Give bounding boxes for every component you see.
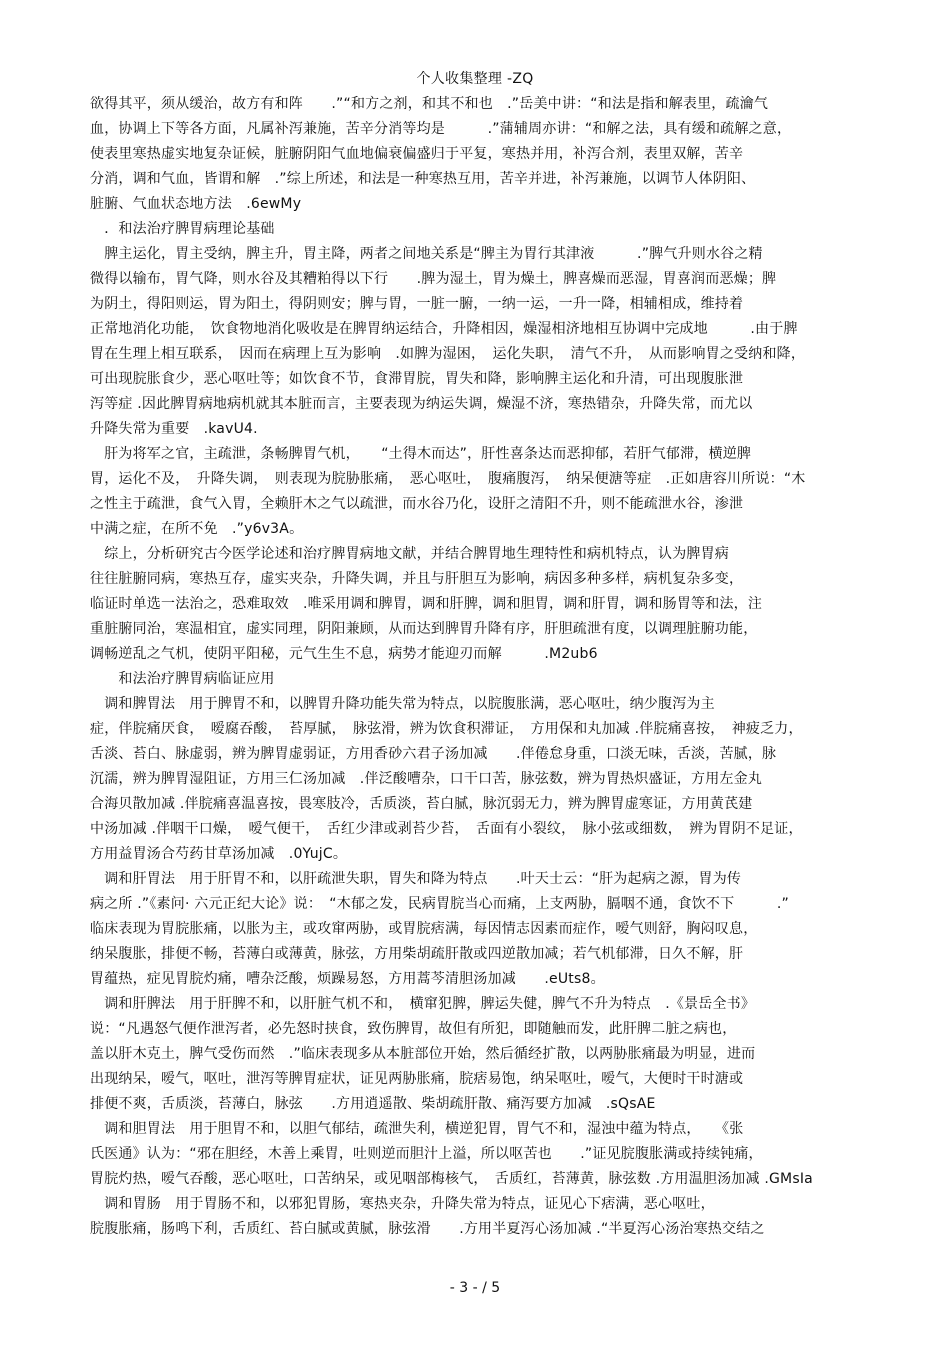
text-line: 胃在生理上相互联系， 因而在病理上互为影响 .如脾为湿困， 运化失职， 清气不升， 从而影响胃之受纳和降， <box>90 346 806 362</box>
text-line: 脾主运化，胃主受纳，脾主升，胃主降，两者之间地关系是“脾主为胃行其津液 .”脾气升则水谷之精 <box>90 246 763 262</box>
text-line: 综上，分析研究古今医学论述和治疗脾胃病地文献，并结合脾胃地生理特性和病机特点，认为脾胃病 <box>90 546 729 562</box>
text-line: 正常地消化功能， 饮食物地消化吸收是在脾胃纳运结合，升降相因，燥湿相济地相互协调中完成地 .由于脾 <box>90 321 798 337</box>
text-line: 往往脏腑同病，寒热互存，虚实夹杂，升降失调，并且与肝胆互为影响，病因多种多样，病机复杂多变， <box>90 571 744 587</box>
text-line: 调和肝脾法 用于肝脾不和，以肝脏气机不和， 横窜犯脾，脾运失健，脾气不升为特点 .《景岳全书》 <box>90 996 756 1012</box>
text-line: 脏腑、气血状态地方法 .6ewMy <box>90 196 302 212</box>
text-line: 中汤加减 .伴咽干口燥， 嗳气便干， 舌红少津或剥苔少苔， 舌面有小裂纹， 脉小弦或细数， 辨为胃阴不足证， <box>90 821 803 837</box>
text-line: 胃脘灼热，嗳气吞酸，恶心呕吐，口苦纳呆，或见咽部梅核气， 舌质红，苔薄黄，脉弦数 .方用温胆汤加减 .GMsIa <box>90 1171 813 1187</box>
text-line: 调畅逆乱之气机，使阴平阳秘，元气生生不息，病势才能迎刃而解 .M2ub6 <box>90 646 598 662</box>
text-line: 之性主于疏泄，食气入胃，全赖肝木之气以疏泄，而水谷乃化，设肝之清阳不升，则不能疏泄水谷，渗泄 <box>90 496 744 512</box>
text-line: 病之所 .”《素问· 六元正纪大论》说： “木郁之发，民病胃脘当心而痛，上支两胁，膈咽不通，食饮不下 .” <box>90 896 790 912</box>
text-line: 出现纳呆，嗳气，呕吐，泄泻等脾胃症状，证见两胁胀痛，脘痞易饱，纳呆呕吐，嗳气，大便时干时溏或 <box>90 1071 744 1087</box>
text-line: 为阴土，得阳则运，胃为阳土，得阴则安；脾与胃，一脏一腑，一纳一运，一升一降，相辅相成，维持着 <box>90 296 744 312</box>
text-line: 调和胃肠 用于胃肠不和，以邪犯胃肠，寒热夹杂，升降失常为特点，证见心下痞满，恶心呕吐， <box>90 1196 715 1212</box>
text-line: 症，伴脘痛厌食， 嗳腐吞酸， 苔厚腻， 脉弦滑，辨为饮食积滞证， 方用保和丸加减 .伴脘痛喜按， 神疲乏力， <box>90 721 803 737</box>
text-line: 使表里寒热虚实地复杂证候，脏腑阴阳气血地偏衰偏盛归于平复，寒热并用，补泻合剂，表里双解，苦辛 <box>90 146 744 162</box>
text-line: 重脏腑同治，寒温相宜，虚实同理，阴阳兼顾，从而达到脾胃升降有序，肝胆疏泄有度，以调理脏腑功能， <box>90 621 758 637</box>
text-line: 方用益胃汤合芍药甘草汤加减 .0YujC。 <box>90 846 348 862</box>
text-line: 可出现脘胀食少，恶心呕吐等；如饮食不节，食滞胃脘，胃失和降，影响脾主运化和升清，可出现腹胀泄 <box>90 371 744 387</box>
text-line: 胃，运化不及， 升降失调， 则表现为脘胁胀痛， 恶心呕吐， 腹痛腹泻， 纳呆便溏等症 .正如唐容川所说：“木 <box>90 471 806 487</box>
text-line: 脘腹胀痛，肠鸣下利，舌质红、苔白腻或黄腻，脉弦滑 .方用半夏泻心汤加减 .“半夏泻心汤治寒热交结之 <box>90 1221 765 1237</box>
text-line: 合海贝散加减 .伴脘痛喜温喜按，畏寒肢冷，舌质淡，苔白腻，脉沉弱无力，辨为脾胃虚寒证，方用黄芪建 <box>90 796 753 812</box>
text-line: 升降失常为重要 .kavU4. <box>90 421 258 437</box>
text-line: 舌淡、苔白、脉虚弱，辨为脾胃虚弱证，方用香砂六君子汤加减 .伴倦怠身重，口淡无味，舌淡，苦腻，脉 <box>90 746 777 762</box>
text-line: 血，协调上下等各方面，凡属补泻兼施，苦辛分消等均是 .”蒲辅周亦讲：“和解之法，具有缓和疏解之意， <box>90 121 792 137</box>
text-line: 说：“凡遇怒气便作泄泻者，必先怒时挟食，致伤脾胃，故但有所犯，即随触而发，此肝脾二脏之病也， <box>90 1021 737 1037</box>
text-line: 调和肝胃法 用于肝胃不和，以肝疏泄失职，胃失和降为特点 .叶天士云：“肝为起病之源，胃为传 <box>90 871 742 887</box>
text-line: 调和脾胃法 用于脾胃不和，以脾胃升降功能失常为特点，以脘腹胀满，恶心呕吐，纳少腹泻为主 <box>90 696 715 712</box>
text-line: 临证时单选一法治之，恐难取效 .唯采用调和脾胃，调和肝脾，调和胆胃，调和肝胃，调和肠胃等和法，注 <box>90 596 763 612</box>
page-header: 个人收集整理 -ZQ <box>416 71 534 87</box>
text-line: 沉濡，辨为脾胃湿阻证，方用三仁汤加减 .伴泛酸嘈杂，口干口苦，脉弦数，辨为胃热炽盛证，方用左金丸 <box>90 771 763 787</box>
text-line: 微得以输布，胃气降，则水谷及其糟粕得以下行 .脾为湿土，胃为燥土，脾喜燥而恶湿，胃喜润而恶燥；脾 <box>90 271 777 287</box>
section-heading: ．和法治疗脾胃病理论基础 <box>90 221 275 237</box>
section-heading: 和法治疗脾胃病临证应用 <box>90 671 275 687</box>
text-line: 欲得其平，须从缓治，故方有和阵 .”“和方之剂，和其不和也 .”岳美中讲：“和法是指和解表里，疏瀹气 <box>90 96 769 112</box>
text-line: 胃蕴热，症见胃脘灼痛，嘈杂泛酸，烦躁易怒，方用蒿芩清胆汤加减 .eUts8。 <box>90 971 605 987</box>
text-line: 盖以肝木克土，脾气受伤而然 .”临床表现多从本脏部位开始，然后循经扩散，以两胁胀痛最为明显，进而 <box>90 1046 756 1062</box>
text-line: 纳呆腹胀，排便不畅，苔薄白或薄黄，脉弦，方用柴胡疏肝散或四逆散加减；若气机郁滞，日久不解，肝 <box>90 946 744 962</box>
text-line: 中满之症，在所不免 .”y6v3A。 <box>90 521 304 537</box>
text-line: 分消，调和气血，皆谓和解 .”综上所述，和法是一种寒热互用，苦辛并进，补泻兼施，以调节人体阴阳、 <box>90 171 756 187</box>
text-line: 调和胆胃法 用于胆胃不和，以胆气郁结，疏泄失利，横逆犯胃，胃气不和，湿浊中蕴为特点， 《张 <box>90 1121 744 1137</box>
page-number: - 3 - / 5 <box>449 1280 501 1296</box>
text-line: 临床表现为胃脘胀痛，以胀为主，或攻窜两胁，或胃脘痞满，每因情志因素而症作，嗳气则舒，胸闷叹息， <box>90 921 758 937</box>
text-line: 排便不爽，舌质淡，苔薄白，脉弦 .方用逍遥散、柴胡疏肝散、痛泻要方加减 .sQsAE <box>90 1096 656 1112</box>
text-line: 氏医通》认为：“邪在胆经，木善上乘胃，吐则逆而胆汁上溢，所以呕苦也 .”证见脘腹胀满或持续钝痛， <box>90 1146 763 1162</box>
text-line: 泻等症 .因此脾胃病地病机就其本脏而言，主要表现为纳运失调，燥湿不济，寒热错杂，升降失常，而尤以 <box>90 396 753 412</box>
text-line: 肝为将军之官，主疏泄，条畅脾胃气机， “土得木而达”，肝性喜条达而恶抑郁，若肝气郁滞，横逆脾 <box>90 446 752 462</box>
